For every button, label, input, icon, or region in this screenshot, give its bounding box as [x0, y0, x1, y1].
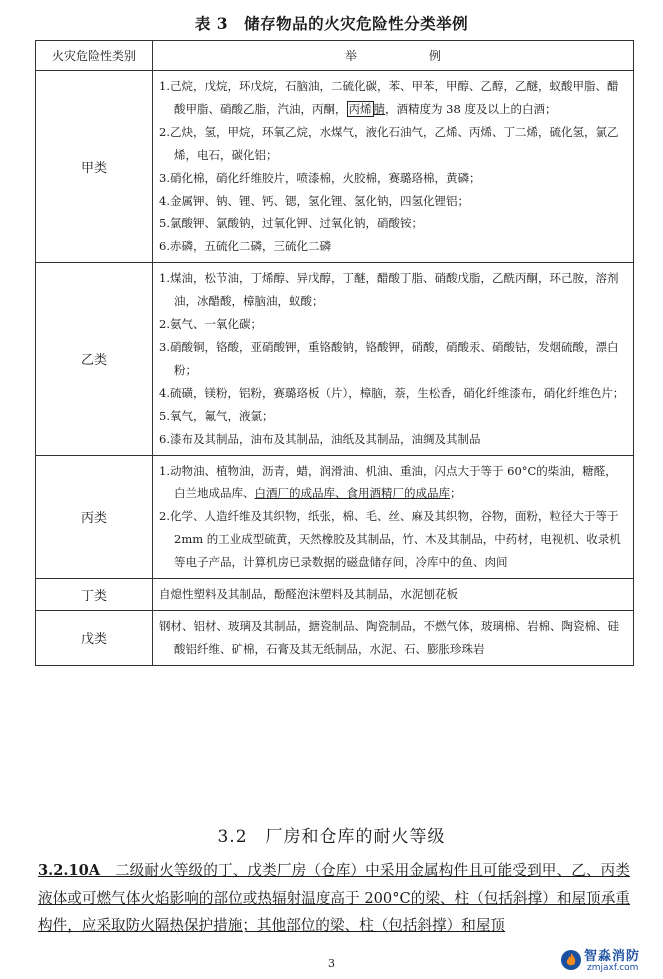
example-segment: 腈	[373, 101, 385, 116]
flame-logo-icon	[560, 949, 582, 971]
example-item: 5.氧气，氟气，液氯；	[159, 408, 274, 423]
example-item	[159, 460, 627, 506]
example-segment: ；	[450, 486, 462, 501]
example-item: 自熄性塑料及其制品，酚醛泡沫塑料及其制品，水泥刨花板	[159, 587, 458, 602]
table-row	[36, 263, 634, 455]
site-logo	[560, 943, 660, 977]
category-cell: 乙类	[36, 263, 153, 455]
example-item: 1.煤油，松节油，丁烯醇、异戊醇，丁醚，醋酸丁脂、硝酸戊脂，乙酰丙酮，环己胺，溶剂油，冰醋酸，樟脑油，蚁酸；	[159, 271, 619, 309]
example-item: 钢材、铝材、玻璃及其制品，搪瓷制品、陶瓷制品，不燃气体，玻璃棉、岩棉、陶瓷棉、硅酸铝纤维、矿棉，石膏及其无纸制品，水泥、石、膨胀珍珠岩	[159, 618, 619, 656]
clause-paragraph	[38, 857, 630, 940]
table-row	[36, 610, 634, 665]
example-item: 2.乙炔，氢，甲烷，环氧乙烷，水煤气，液化石油气，乙烯、丙烯、丁二烯，硫化氢，氯乙烯，电石，碳化铝；	[159, 124, 619, 162]
header-examples: 举 例	[153, 41, 634, 71]
category-cell: 丙类	[36, 455, 153, 579]
fire-hazard-classification-table	[35, 40, 634, 666]
example-item: 5.氯酸钾、氯酸钠，过氧化钾、过氧化钠，硝酸铵；	[159, 216, 423, 231]
examples-cell	[153, 455, 634, 579]
example-segment: 丙烯	[348, 101, 372, 116]
section-title: 3.2 厂房和仓库的耐火等级	[217, 827, 446, 847]
examples-cell	[153, 579, 634, 611]
example-segment: ，酒精度为 38 度及以上的白酒；	[385, 101, 557, 116]
example-item: 3.硝酸铜，铬酸，亚硝酸钾，重铬酸钠，铬酸钾，硝酸，硝酸汞、硝酸钴，发烟硫酸，漂白粉；	[159, 339, 619, 377]
category-cell: 戊类	[36, 610, 153, 665]
logo-text: 智淼消防	[584, 949, 641, 964]
example-segment: 1.动物油、植物油，沥青，蜡，润滑油、机油、重油，闪点大于等于 60°C的柴油，糖醛，白兰地成品库、	[159, 463, 617, 501]
example-item	[159, 75, 627, 121]
logo-domain: zmjaxf.com	[587, 963, 639, 973]
example-item: 6.漆布及其制品，油布及其制品，油纸及其制品，油绸及其制品	[159, 431, 481, 446]
example-item: 6.赤磷，五硫化二磷，三硫化二磷	[159, 239, 331, 254]
table-row	[36, 455, 634, 579]
table-header-row	[36, 41, 634, 71]
category-cell: 甲类	[36, 71, 153, 263]
examples-cell	[153, 71, 634, 263]
example-segment: 1.己烷，戊烷，环戊烷，石脑油，二硫化碳，苯、甲苯，甲醇、乙醇，乙醚，蚁酸甲脂、醋酸甲脂、硝酸乙脂，汽油，丙酮，	[159, 79, 619, 116]
example-item: 2.氨气、一氧化碳；	[159, 317, 262, 332]
clause-number: 3.2.10A	[38, 862, 101, 879]
example-item: 3.硝化棉，硝化纤维胶片，喷漆棉，火胶棉，赛璐珞棉，黄磷；	[159, 170, 481, 185]
example-segment: 白酒厂的成品库、食用酒精厂的成品库	[254, 486, 450, 501]
examples-cell	[153, 610, 634, 665]
category-cell: 丁类	[36, 579, 153, 611]
table-row	[36, 579, 634, 611]
clause-text: 二级耐火等级的丁、戊类厂房（仓库）中采用金属构件且可能受到甲、乙、丙类液体或可燃气体火焰影响的部位或热辐射温度高于 200°C的梁、柱（包括斜撑）和屋顶承重构件，应采取防火隔热保护措施；其他部位的梁、柱（包括斜撑）和屋顶	[38, 862, 630, 935]
header-category: 火灾危险性类别	[36, 41, 153, 71]
page-number: 3	[328, 957, 335, 970]
example-item: 4.金属钾、钠、锂、钙、锶，氢化锂、氢化钠，四氢化锂铝；	[159, 193, 469, 208]
example-item: 2.化学、人造纤维及其织物，纸张，棉、毛、丝、麻及其织物，谷物，面粉，粒径大于等于 2mm 的工业成型硫黄，天然橡胶及其制品，竹、木及其制品，中药材，电视机、收录机等电子产品，计算机房已录数据的磁盘储存间，冷库中的鱼、肉间	[159, 509, 621, 570]
table-row	[36, 71, 634, 263]
example-item: 4.硫磺，镁粉，铝粉，赛璐珞板（片），樟脑，萘，生松香，硝化纤维漆布，硝化纤维色片；	[159, 385, 625, 400]
table-title: 表 3 储存物品的火灾危险性分类举例	[194, 14, 469, 33]
examples-cell	[153, 263, 634, 455]
